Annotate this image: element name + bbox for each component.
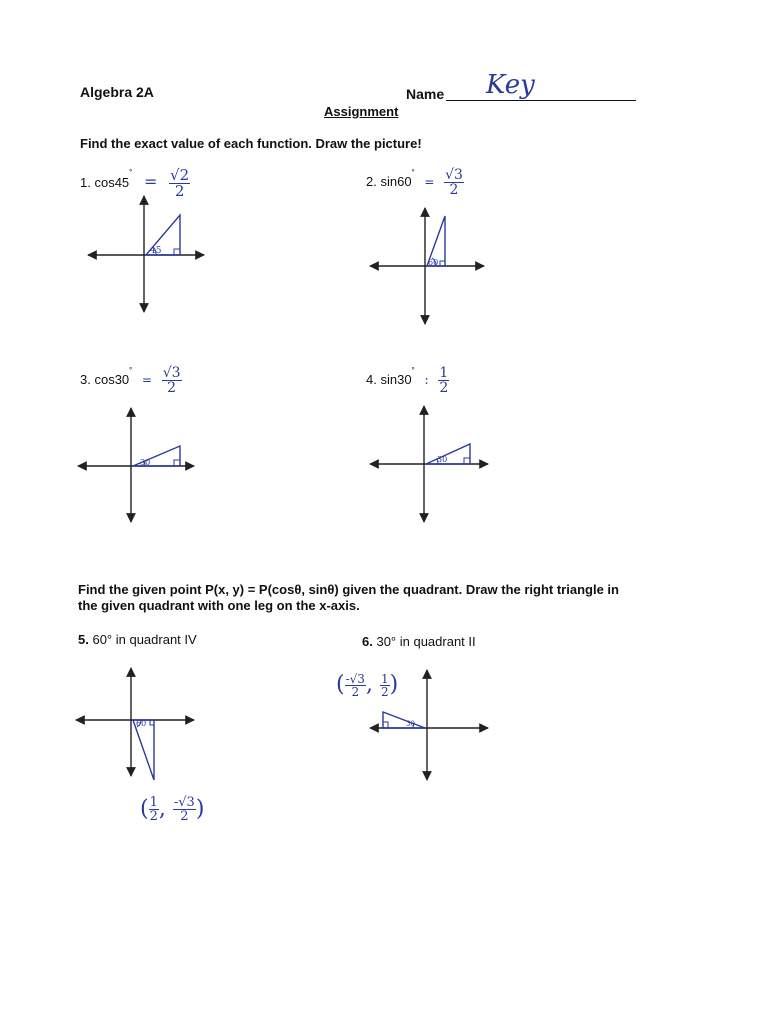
angle-label: 45 [150, 246, 162, 256]
name-line [446, 100, 636, 101]
problem-2-answer: $\frac{√3}{2}$ [445, 167, 463, 198]
diagram-1 [80, 190, 210, 320]
right-angle-mark [440, 261, 445, 266]
diagram-4 [366, 402, 492, 526]
angle-label: 60 [136, 719, 147, 728]
angle-label: 60 [428, 258, 439, 267]
reference-triangle [383, 712, 425, 728]
problem-2: 2. sin60° = $\frac{√3}{2}$ [366, 167, 463, 198]
problem-6-number: 6. [362, 634, 373, 649]
assignment-label: Assignment [324, 104, 399, 119]
problem-4: 4. sin30° : $\frac{1}{2}$ [366, 365, 449, 396]
angle-label: 30 [406, 720, 415, 728]
diagram-2 [366, 204, 490, 328]
problem-5 [78, 632, 197, 647]
problem-3-number: 3. [80, 371, 91, 387]
problem-4-function: sin30 [380, 371, 412, 387]
problem-2-function: sin60 [380, 173, 412, 189]
problem-1-answer: $\frac{√2}{2}$ [170, 166, 190, 200]
problem-4-answer: $\frac{1}{2}$ [439, 365, 449, 396]
name-value: Key [486, 70, 535, 100]
problem-1: 1. cos45° = $\frac{√2}{2}$ [80, 166, 190, 200]
angle-label: 30 [140, 458, 151, 467]
diagram-5 [72, 664, 198, 784]
problem-4-number: 4. [366, 371, 377, 387]
reference-triangle [133, 720, 154, 780]
name-label: Name [406, 86, 445, 102]
problem-5-number: 5. [78, 632, 89, 647]
right-angle-mark [174, 460, 180, 466]
problem-3-function: cos30 [94, 371, 130, 387]
section1-instruction: Find the exact value of each function. Draw the picture! [80, 136, 422, 151]
reference-triangle [426, 444, 470, 464]
problem-6 [362, 634, 476, 649]
problem-2-number: 2. [366, 173, 377, 189]
problem-3-answer: $\frac{√3}{2}$ [162, 365, 181, 396]
section2-instruction-line2: the given quadrant with one leg on the x-axis. [78, 598, 360, 613]
problem-1-function: cos45 [94, 174, 130, 190]
problem-3: 3. cos30° = $\frac{√3}{2}$ [80, 365, 181, 396]
diagram-3 [74, 404, 198, 524]
right-angle-mark [174, 249, 180, 255]
problem-6-text: 30° in quadrant II [376, 634, 476, 649]
problem-1-number: 1. [80, 174, 91, 190]
right-angle-mark [383, 722, 388, 728]
problem-6-point: ( $\frac{-√3}{2}$ , $\frac{1}{2}$ ) [336, 671, 399, 699]
problem-5-point: ( $\frac{1}{2}$ , $\frac{-√3}{2}$ ) [140, 795, 205, 824]
angle-label: 30 [437, 455, 448, 464]
problem-5-text: 60° in quadrant IV [92, 632, 197, 647]
course-title: Algebra 2A [80, 84, 154, 100]
diagram-6 [366, 668, 492, 784]
right-angle-mark [464, 458, 470, 464]
section2-instruction-line1: Find the given point P(x, y) = P(cosθ, sinθ) given the quadrant. Draw the right triangle in [78, 582, 619, 597]
